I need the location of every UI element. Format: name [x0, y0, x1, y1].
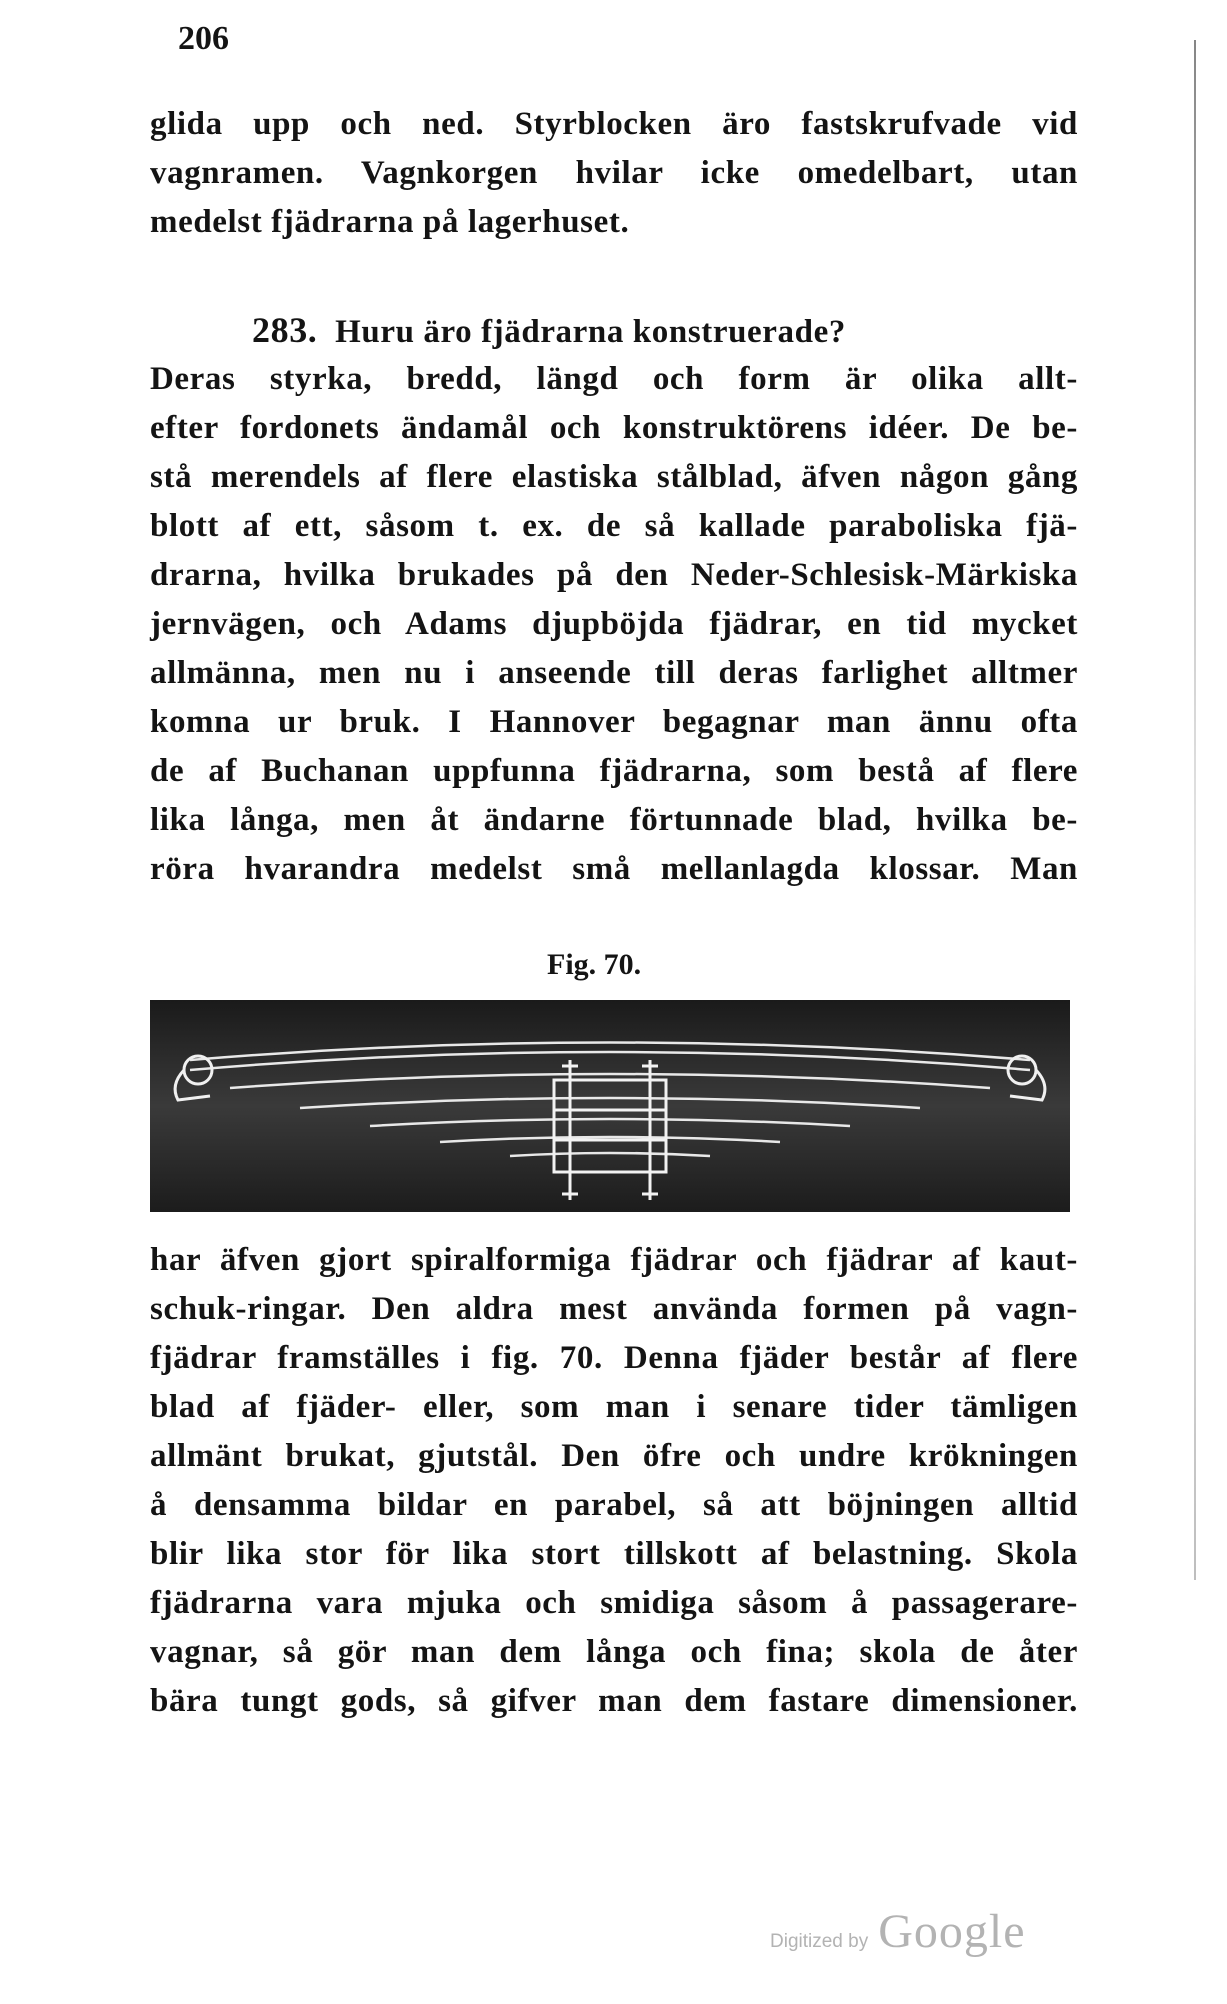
- text-line: de af Buchanan uppfunna fjädrarna, som bestå af flere: [150, 753, 1078, 789]
- watermark-prefix: Digitized by: [770, 1931, 869, 1952]
- text-line: allmänna, men nu i anseende till deras farlighet alltmer: [150, 655, 1078, 691]
- text-line: blad af fjäder- eller, som man i senare tider tämligen: [150, 1389, 1078, 1425]
- text-line: vagnar, så gör man dem långa och fina; skola de åter: [150, 1634, 1078, 1670]
- leaf-spring-figure: [150, 1000, 1070, 1212]
- section-title: Huru äro fjädrarna konstruerade?: [335, 314, 846, 350]
- text-line: komna ur bruk. I Hannover begagnar man ännu ofta: [150, 704, 1078, 740]
- figure-caption: Fig. 70.: [547, 948, 642, 981]
- page-number: 206: [178, 20, 229, 57]
- text-line: har äfven gjort spiralformiga fjädrar och fjädrar af kaut-: [150, 1242, 1078, 1278]
- section-heading-line: [150, 306, 1078, 357]
- paragraph-main: [150, 355, 1078, 894]
- text-line: Deras styrka, bredd, längd och form är olika allt-: [150, 361, 1078, 397]
- figure-background: [150, 1000, 1070, 1212]
- text-line: schuk-ringar. Den aldra mest använda formen på vagn-: [150, 1291, 1078, 1327]
- text-line: blott af ett, såsom t. ex. de så kallade paraboliska fjä-: [150, 508, 1078, 544]
- section-heading: [150, 306, 1078, 357]
- text-line: bära tungt gods, så gifver man dem fastare dimensioner.: [150, 1683, 1078, 1719]
- text-line: vagnramen. Vagnkorgen hvilar icke omedelbart, utan: [150, 155, 1078, 191]
- text-line: allmänt brukat, gjutstål. Den öfre och undre krökningen: [150, 1438, 1078, 1474]
- text-line: lika långa, men åt ändarne förtunnade blad, hvilka be-: [150, 802, 1078, 838]
- section-number: 283.: [252, 310, 318, 350]
- text-line: å densamma bildar en parabel, så att böjningen alltid: [150, 1487, 1078, 1523]
- text-line: glida upp och ned. Styrblocken äro fastskrufvade vid: [150, 106, 1078, 142]
- text-line: drarna, hvilka brukades på den Neder-Schlesisk-Märkiska: [150, 557, 1078, 593]
- digitized-by-watermark: [770, 1904, 1026, 1959]
- text-line: efter fordonets ändamål och konstruktörens idéer. De be-: [150, 410, 1078, 446]
- text-line: röra hvarandra medelst små mellanlagda klossar. Man: [150, 851, 1078, 887]
- text-line: stå merendels af flere elastiska stålblad, äfven någon gång: [150, 459, 1078, 495]
- text-line: fjädrar framställes i fig. 70. Denna fjäder består af flere: [150, 1340, 1078, 1376]
- text-line: medelst fjädrarna på lagerhuset.: [150, 204, 630, 240]
- text-line: jernvägen, och Adams djupböjda fjädrar, en tid mycket: [150, 606, 1078, 642]
- paragraph-top: [150, 100, 1078, 247]
- paragraph-bottom: [150, 1236, 1078, 1726]
- text-line: blir lika stor för lika stort tillskott af belastning. Skola: [150, 1536, 1078, 1572]
- watermark-brand: Google: [878, 1905, 1026, 1958]
- page-edge-shadow: [1194, 40, 1196, 1580]
- text-line: fjädrarna vara mjuka och smidiga såsom å passagerare-: [150, 1585, 1078, 1621]
